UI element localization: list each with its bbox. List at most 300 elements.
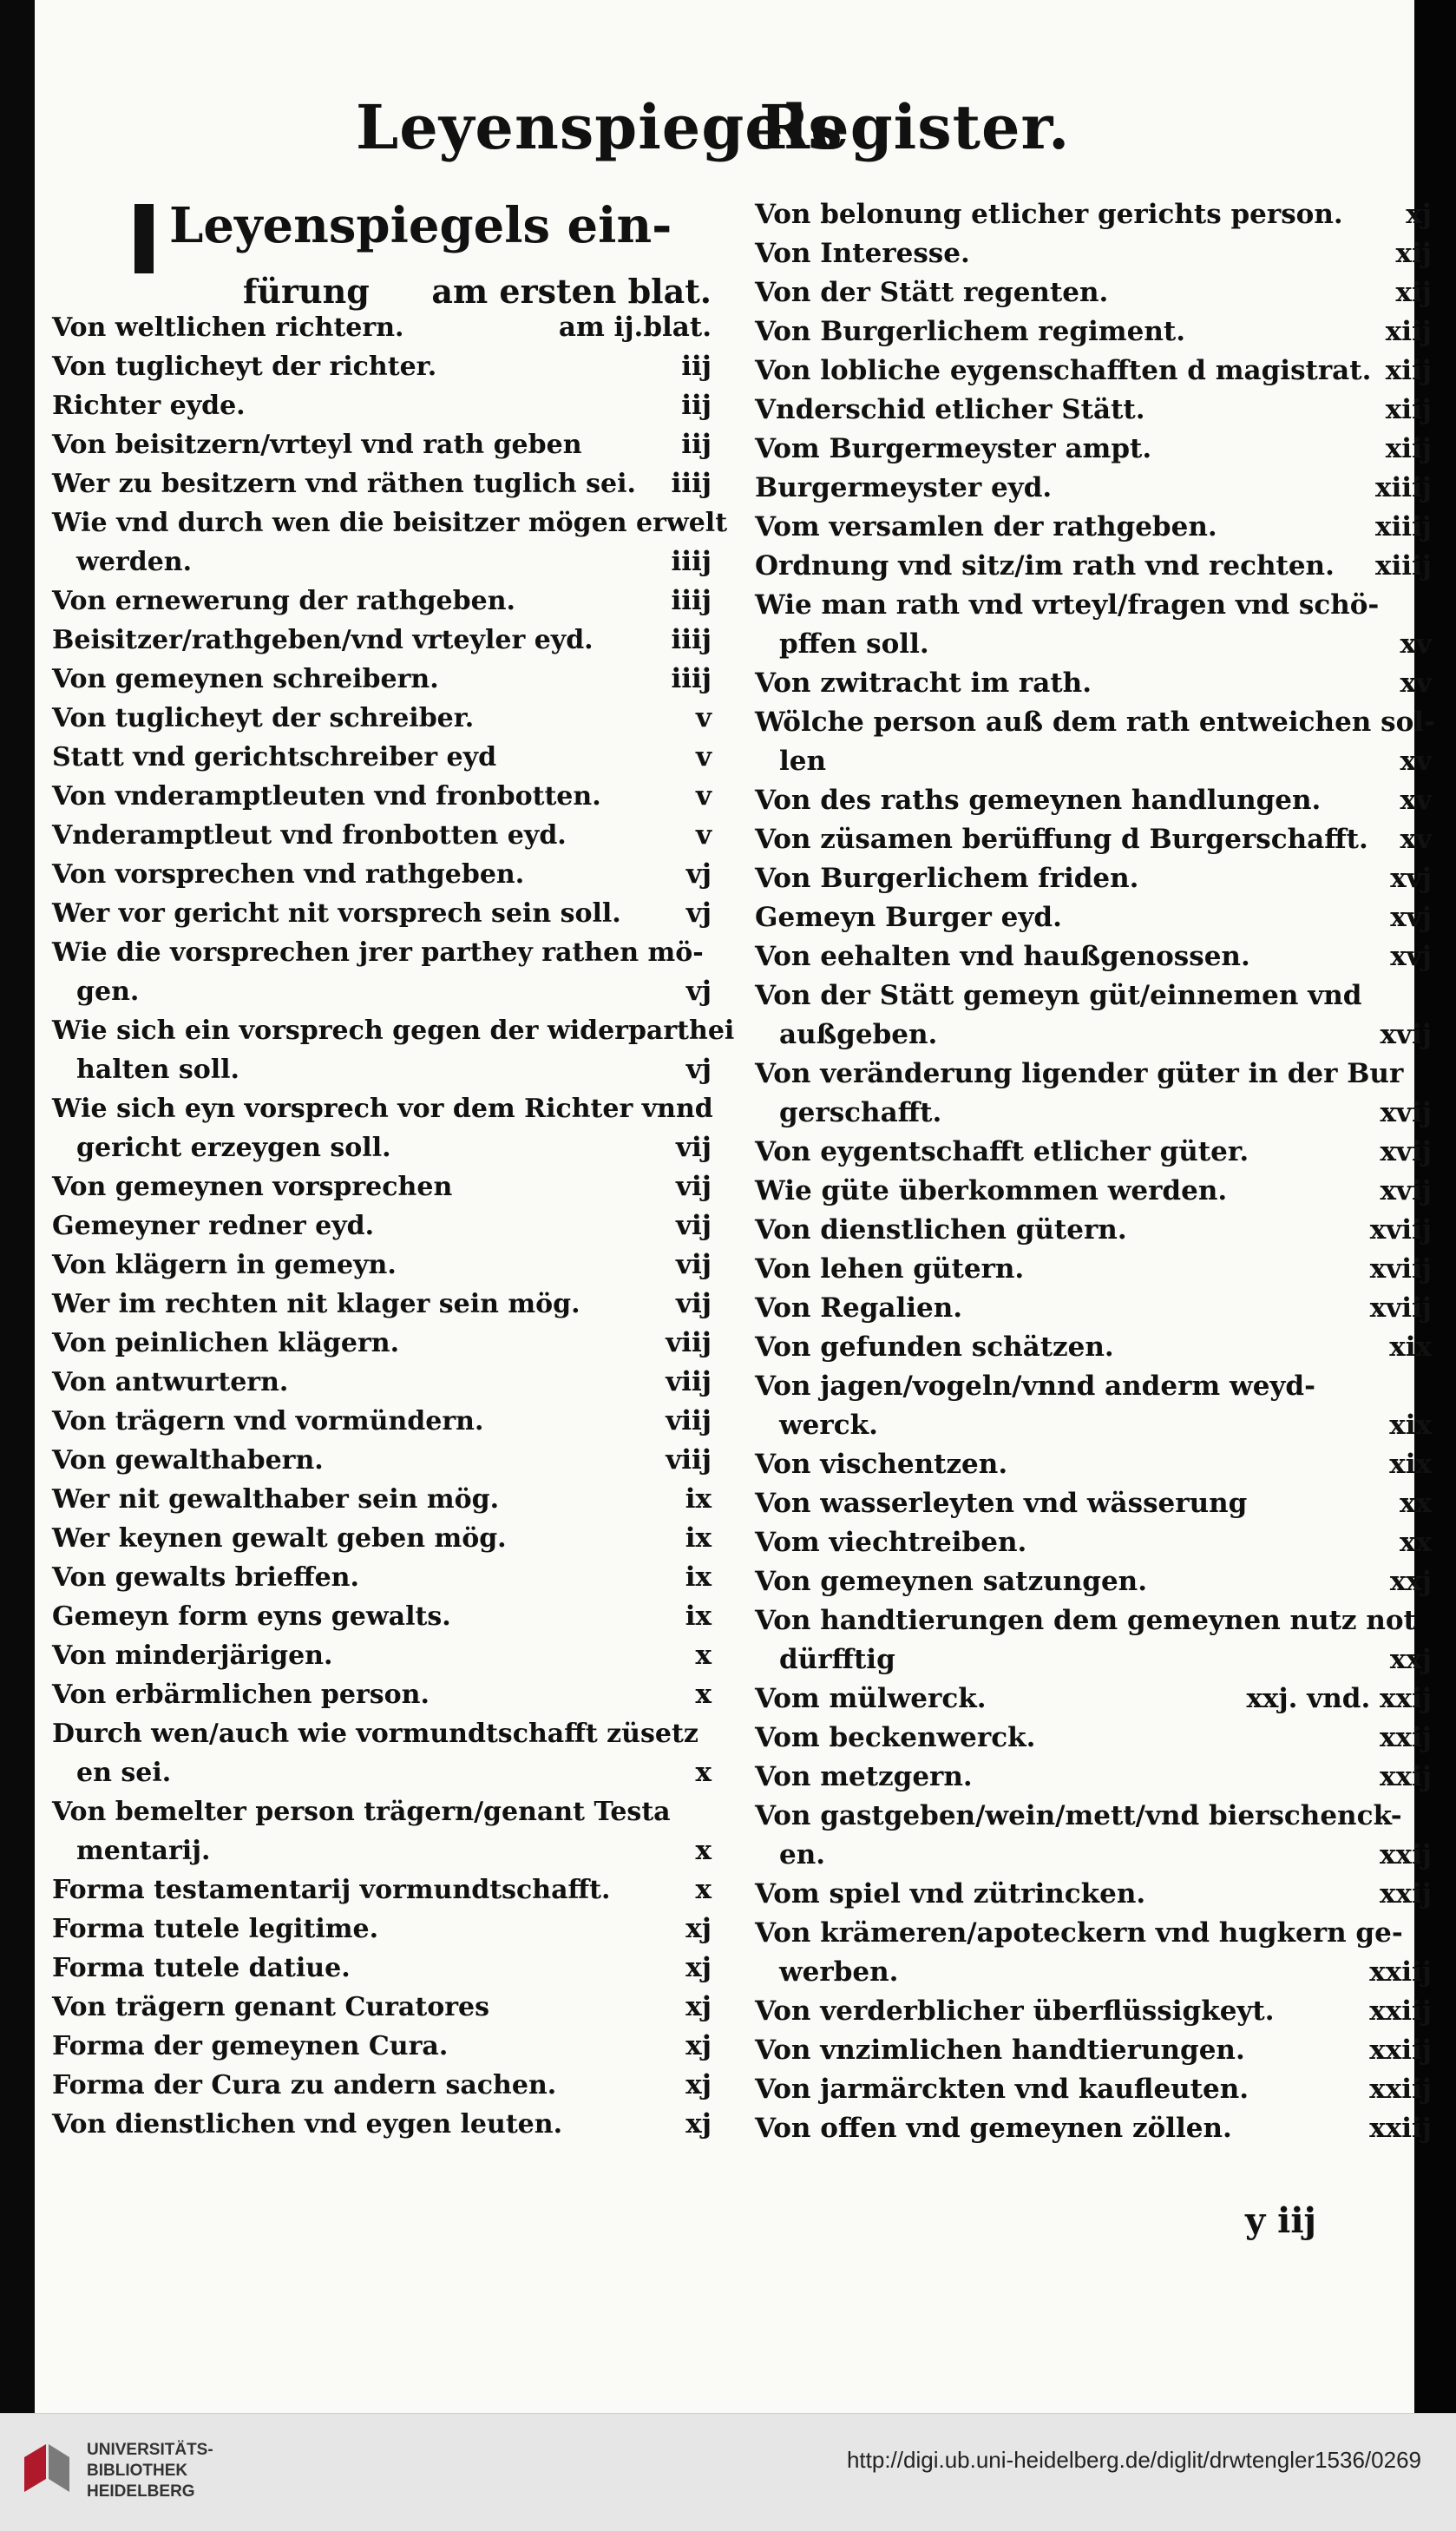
entry-title: en sei.	[76, 1758, 172, 1788]
entry-title: außgeben.	[779, 1019, 938, 1050]
entry-title: Von wasserleyten vnd wässerung	[755, 1488, 1248, 1519]
entry-page-ref: v	[695, 819, 712, 851]
entry-page-ref: x	[695, 1640, 712, 1671]
register-entry	[755, 234, 1432, 273]
register-entry	[52, 1558, 712, 1597]
entry-title: Von vischentzen.	[755, 1449, 1008, 1480]
register-entry	[755, 820, 1432, 859]
entry-title: Von Regalien.	[755, 1292, 963, 1324]
entry-title: Vom versamlen der rathgeben.	[755, 511, 1217, 542]
register-entry	[755, 859, 1432, 898]
entry-page-ref: iij	[681, 351, 712, 382]
entry-title: Von Burgerlichem friden.	[755, 863, 1139, 894]
entry-page-ref: xiiij	[1374, 472, 1432, 503]
entry-title: Von gemeynen satzungen.	[755, 1566, 1148, 1597]
entry-page-ref: xvij	[1380, 1175, 1432, 1206]
register-entry	[52, 1206, 712, 1246]
entry-page-ref: xxj	[1389, 1644, 1432, 1675]
register-entry	[755, 273, 1432, 312]
entry-page-ref: xj	[685, 1913, 712, 1944]
viewer-footer	[0, 2413, 1456, 2531]
register-entry	[52, 1402, 712, 1441]
entry-title: Forma tutele legitime.	[52, 1914, 379, 1944]
entry-title: Wie sich eyn vorsprech vor dem Richter vnnd	[52, 1094, 713, 1124]
register-entry	[755, 1484, 1432, 1523]
register-entry	[755, 664, 1432, 703]
entry-page-ref: iiij	[671, 585, 712, 616]
logo-line: HEIDELBERG	[87, 2482, 195, 2501]
entry-title: Von trägern vnd vormündern.	[52, 1406, 484, 1436]
entry-page-ref: xiij	[1385, 433, 1432, 464]
register-entry	[52, 464, 712, 503]
entry-page-ref: xxj. vnd. xxij	[1246, 1683, 1432, 1714]
entry-title: Beisitzer/rathgeben/vnd vrteyler eyd.	[52, 625, 594, 655]
entry-title: Von eehalten vnd haußgenossen.	[755, 941, 1250, 972]
entry-title: Von jagen/vogeln/vnnd anderm weyd-	[755, 1371, 1315, 1402]
register-entry	[52, 1636, 712, 1675]
entry-title: Von verderblicher überflüssigkeyt.	[755, 1995, 1275, 2027]
entry-page-ref: xvj	[1390, 902, 1432, 933]
scanned-page	[35, 0, 1435, 2413]
entry-title: Von gefunden schätzen.	[755, 1331, 1114, 1363]
register-entry	[52, 1910, 712, 1949]
entry-title: Burgermeyster eyd.	[755, 472, 1053, 503]
register-entry	[755, 1680, 1432, 1719]
register-entry	[52, 1324, 712, 1363]
register-entry	[52, 1089, 712, 1128]
entry-title: Von ernewerung der rathgeben.	[52, 586, 515, 616]
register-entry	[755, 2070, 1432, 2109]
register-entry	[755, 2109, 1432, 2148]
entry-page-ref: xix	[1389, 1410, 1432, 1441]
entry-page-ref: xvij	[1380, 1136, 1432, 1167]
intro-page-ref: am ersten blat.	[431, 272, 712, 311]
register-entry	[52, 1246, 712, 1285]
register-entry	[755, 1523, 1432, 1562]
entry-page-ref: xxj	[1389, 1566, 1432, 1597]
entry-title: Von der Stätt gemeyn güt/einnemen vnd	[755, 980, 1362, 1011]
register-entry	[755, 352, 1432, 391]
register-entry	[755, 1914, 1432, 1953]
register-entry	[755, 1640, 1432, 1680]
logo-shape-left	[24, 2444, 46, 2492]
register-entry	[52, 933, 712, 972]
entry-page-ref: vij	[675, 1249, 712, 1280]
library-logo-icon	[16, 2440, 76, 2501]
register-entry	[52, 1949, 712, 1988]
register-entry	[52, 816, 712, 855]
entry-title: werck.	[779, 1410, 878, 1441]
entry-title: Forma tutele datiue.	[52, 1953, 351, 1983]
register-entry	[52, 2027, 712, 2066]
entry-page-ref: xviij	[1369, 1253, 1432, 1285]
entry-page-ref: viij	[666, 1327, 712, 1358]
entry-title: Wie vnd durch wen die beisitzer mögen erwelt	[52, 508, 728, 538]
entry-title: Wie güte überkommen werden.	[755, 1175, 1228, 1206]
entry-page-ref: iij	[681, 429, 712, 460]
register-entry	[52, 1480, 712, 1519]
entry-page-ref: xv	[1400, 824, 1432, 855]
entry-page-ref: xiiij	[1374, 511, 1432, 542]
register-entry	[755, 2031, 1432, 2070]
entry-title: Wer keynen gewalt geben mög.	[52, 1523, 507, 1554]
intro-title: Leyenspiegels ein-	[169, 197, 672, 254]
entry-title: Von eygentschafft etlicher güter.	[755, 1136, 1249, 1167]
entry-title: Von der Stätt regenten.	[755, 277, 1109, 308]
entry-page-ref: iiij	[671, 663, 712, 694]
entry-page-ref: vij	[675, 1210, 712, 1241]
entry-title: halten soll.	[76, 1055, 239, 1085]
entry-title: Von Burgerlichem regiment.	[755, 316, 1185, 347]
entry-title: Gemeyn form eyns gewalts.	[52, 1601, 451, 1632]
register-entry	[755, 508, 1432, 547]
entry-title: Von lobliche eygenschafften d magistrat.	[755, 355, 1372, 386]
register-column-right	[755, 195, 1435, 2148]
entry-page-ref: xiiij	[1374, 550, 1432, 582]
register-entry	[755, 1445, 1432, 1484]
entry-page-ref: xv	[1400, 628, 1432, 660]
entry-page-ref: x	[695, 1835, 712, 1866]
running-head-right: Register.	[759, 91, 1071, 163]
register-entry	[755, 1992, 1432, 2031]
entry-title: Vom spiel vnd zütrincken.	[755, 1878, 1146, 1910]
entry-page-ref: xxij	[1380, 1761, 1432, 1792]
register-entry	[755, 1562, 1432, 1601]
register-entry	[755, 1289, 1432, 1328]
register-entry	[52, 1988, 712, 2027]
register-entry	[52, 1714, 712, 1753]
register-column-left	[52, 195, 735, 2144]
entry-title: Statt vnd gerichtschreiber eyd	[52, 742, 497, 772]
entry-title: gen.	[76, 976, 140, 1007]
entry-title: Vom mülwerck.	[755, 1683, 987, 1714]
register-entry	[755, 391, 1432, 430]
entry-title: Wer im rechten nit klager sein mög.	[52, 1289, 580, 1319]
entry-page-ref: xvj	[1390, 941, 1432, 972]
register-entry	[755, 1875, 1432, 1914]
register-entry	[755, 742, 1432, 781]
entry-title: Durch wen/auch wie vormundtschafft züsetz	[52, 1719, 698, 1749]
register-entry	[755, 586, 1432, 625]
entry-page-ref: ix	[685, 1483, 712, 1515]
register-entry	[52, 1753, 712, 1792]
register-entry	[755, 781, 1432, 820]
entry-page-ref: xxij	[1380, 1839, 1432, 1870]
entry-title: Wer nit gewalthaber sein mög.	[52, 1484, 500, 1515]
entry-title: Von zwitracht im rath.	[755, 667, 1092, 699]
entry-title: len	[779, 746, 827, 777]
entry-page-ref: x	[695, 1679, 712, 1710]
entry-title: Forma der gemeynen Cura.	[52, 2031, 449, 2061]
entry-title: Von gemeynen schreibern.	[52, 664, 439, 694]
entry-title: Von beisitzern/vrteyl vnd rath geben	[52, 430, 582, 460]
entry-page-ref: viij	[666, 1405, 712, 1436]
logo-line: UNIVERSITÄTS-	[87, 2441, 213, 2459]
entry-page-ref: xj	[685, 2069, 712, 2100]
entry-title: Von gewalts brieffen.	[52, 1562, 359, 1593]
entry-title: werben.	[779, 1956, 899, 1988]
entry-page-ref: vj	[685, 897, 712, 929]
register-entry	[755, 1250, 1432, 1289]
register-entry	[52, 1167, 712, 1206]
signature-mark: y iij	[1245, 2200, 1317, 2241]
entry-page-ref: xj	[685, 2030, 712, 2061]
entry-page-ref: vij	[675, 1288, 712, 1319]
register-entry	[52, 347, 712, 386]
logo-line: BIBLIOTHEK	[87, 2462, 188, 2480]
entry-title: Von vnderamptleuten vnd fronbotten.	[52, 781, 601, 812]
entry-page-ref: xvij	[1380, 1019, 1432, 1050]
entry-page-ref: v	[695, 780, 712, 812]
register-entry	[52, 699, 712, 738]
entry-page-ref: vj	[685, 858, 712, 890]
register-entry	[755, 547, 1432, 586]
entry-page-ref: xvj	[1390, 863, 1432, 894]
register-entry	[755, 312, 1432, 352]
entry-title: Vom Burgermeyster ampt.	[755, 433, 1152, 464]
entry-page-ref: xj	[685, 1991, 712, 2022]
entry-title: Von gewalthabern.	[52, 1445, 324, 1476]
register-entry	[52, 1011, 735, 1050]
register-entry	[52, 1792, 712, 1831]
entry-page-ref: iij	[681, 390, 712, 421]
entry-page-ref: viij	[666, 1444, 712, 1476]
register-entry	[52, 386, 712, 425]
entry-page-ref: iiij	[671, 468, 712, 499]
entry-title: Von des raths gemeynen handlungen.	[755, 785, 1322, 816]
entry-page-ref: vj	[685, 976, 712, 1007]
entry-page-ref: xxiij	[1369, 2035, 1432, 2066]
register-entry	[755, 1211, 1432, 1250]
register-entry	[52, 855, 712, 894]
register-entry	[755, 430, 1432, 469]
entry-page-ref: v	[695, 702, 712, 733]
register-entry	[52, 894, 712, 933]
entry-page-ref: xxij	[1380, 1878, 1432, 1910]
entry-title: Vnderschid etlicher Stätt.	[755, 394, 1145, 425]
entry-title: Von peinlichen klägern.	[52, 1328, 400, 1358]
register-entry	[52, 582, 712, 621]
register-entry	[755, 1836, 1432, 1875]
entry-title: Richter eyde.	[52, 391, 246, 421]
register-entry	[755, 1016, 1432, 1055]
entry-title: Von Interesse.	[755, 238, 970, 269]
entry-title: Von lehen gütern.	[755, 1253, 1025, 1285]
entry-title: Von antwurtern.	[52, 1367, 289, 1397]
entry-page-ref: xj	[1406, 199, 1432, 230]
entry-page-ref: ix	[685, 1522, 712, 1554]
entry-title: Von weltlichen richtern.	[52, 312, 404, 343]
permalink-url[interactable]: http://digi.ub.uni-heidelberg.de/diglit/drwtengler1536/0269	[846, 2447, 1421, 2473]
entry-page-ref: xxij	[1380, 1722, 1432, 1753]
entry-title: Von gastgeben/wein/mett/vnd bierschenck-	[755, 1800, 1402, 1831]
entry-page-ref: xvij	[1380, 1097, 1432, 1128]
register-entry	[755, 1367, 1432, 1406]
register-entry	[52, 1128, 712, 1167]
register-entry	[52, 542, 712, 582]
register-entry	[755, 1406, 1432, 1445]
logo-shape-right	[49, 2444, 69, 2492]
register-entry	[755, 1601, 1432, 1640]
entry-page-ref: xv	[1400, 785, 1432, 816]
entry-page-ref: xiij	[1385, 316, 1432, 347]
entry-page-ref: xxiij	[1369, 2074, 1432, 2105]
entry-page-ref: xij	[1395, 277, 1432, 308]
entry-page-ref: iiij	[671, 624, 712, 655]
entry-title: Vnderamptleut vnd fronbotten eyd.	[52, 820, 567, 851]
entry-page-ref: am ij.blat.	[558, 312, 712, 343]
register-entry	[52, 1831, 712, 1870]
entry-title: Von handtierungen dem gemeynen nutz not	[755, 1605, 1416, 1636]
entry-page-ref: vij	[675, 1171, 712, 1202]
entry-page-ref: xx	[1400, 1527, 1432, 1558]
entry-title: Vom beckenwerck.	[755, 1722, 1036, 1753]
entry-title: Von bemelter person trägern/genant Testa	[52, 1797, 671, 1827]
entry-title: Von belonung etlicher gerichts person.	[755, 199, 1343, 230]
entry-page-ref: ix	[685, 1561, 712, 1593]
library-logo-text	[87, 2440, 213, 2502]
entry-title: Von dienstlichen vnd eygen leuten.	[52, 2109, 563, 2140]
entry-title: Von vorsprechen vnd rathgeben.	[52, 859, 525, 890]
entry-title: Von vnzimlichen handtierungen.	[755, 2035, 1245, 2066]
register-entry	[52, 2066, 712, 2105]
entry-page-ref: xv	[1400, 746, 1432, 777]
entry-title: Von tuglicheyt der schreiber.	[52, 703, 475, 733]
register-entry	[52, 1050, 712, 1089]
register-entry	[52, 2105, 712, 2144]
entry-title: en.	[779, 1839, 826, 1870]
entry-title: Wie sich ein vorsprech gegen der widerparthei	[52, 1016, 735, 1046]
entry-title: Ordnung vnd sitz/im rath vnd rechten.	[755, 550, 1335, 582]
entry-title: Von jarmärckten vnd kaufleuten.	[755, 2074, 1249, 2105]
entry-title: Von metzgern.	[755, 1761, 973, 1792]
entry-title: mentarij.	[76, 1836, 211, 1866]
register-entry	[52, 777, 712, 816]
entry-title: Von erbärmlichen person.	[52, 1680, 430, 1710]
entry-title: Forma der Cura zu andern sachen.	[52, 2070, 557, 2100]
entry-page-ref: iiij	[671, 546, 712, 577]
register-entry	[52, 621, 712, 660]
running-head-left: Leyenspiegels	[356, 91, 843, 163]
register-entry	[52, 425, 712, 464]
register-entry	[52, 1870, 712, 1910]
entry-page-ref: ix	[685, 1601, 712, 1632]
entry-title: Von tuglicheyt der richter.	[52, 352, 437, 382]
entry-title: dürfftig	[779, 1644, 895, 1675]
entry-title: pffen soll.	[779, 628, 929, 660]
entry-page-ref: x	[695, 1874, 712, 1905]
entry-page-ref: xviij	[1369, 1214, 1432, 1246]
register-entry	[755, 195, 1432, 234]
register-entry	[52, 308, 712, 347]
entry-title: Wer vor gericht nit vorsprech sein soll.	[52, 898, 621, 929]
register-intro	[52, 195, 712, 311]
entry-page-ref: xj	[685, 2108, 712, 2140]
register-entry	[52, 1519, 712, 1558]
entry-page-ref: xij	[1395, 238, 1432, 269]
register-entry	[755, 1758, 1432, 1797]
entry-title: Von minderjärigen.	[52, 1640, 333, 1671]
register-entry	[755, 1133, 1432, 1172]
entry-title: Von gemeynen vorsprechen	[52, 1172, 453, 1202]
register-entry	[52, 1285, 712, 1324]
register-entry	[755, 1094, 1432, 1133]
register-list-right	[755, 195, 1435, 2148]
entry-page-ref: xix	[1389, 1449, 1432, 1480]
register-entry	[52, 503, 728, 542]
register-entry	[52, 1675, 712, 1714]
register-entry	[52, 1363, 712, 1402]
entry-page-ref: xix	[1389, 1331, 1432, 1363]
page-spine-shadow	[0, 0, 35, 2413]
entry-title: Wie die vorsprechen jrer parthey rathen mö-	[52, 937, 704, 968]
entry-title: Von offen vnd gemeynen zöllen.	[755, 2113, 1232, 2144]
entry-page-ref: vij	[675, 1132, 712, 1163]
register-entry	[755, 1953, 1432, 1992]
entry-title: Von züsamen berüffung d Burgerschafft.	[755, 824, 1368, 855]
entry-page-ref: vj	[685, 1054, 712, 1085]
register-entry	[755, 469, 1432, 508]
register-entry	[755, 703, 1435, 742]
entry-title: Wölche person auß dem rath entweichen sol-	[755, 707, 1435, 738]
entry-page-ref: xv	[1400, 667, 1432, 699]
intro-title-cont: fürung	[243, 272, 370, 311]
register-entry	[755, 1719, 1432, 1758]
register-entry	[755, 937, 1432, 976]
entry-title: Vom viechtreiben.	[755, 1527, 1027, 1558]
register-list-left	[52, 308, 735, 2144]
register-entry	[755, 1797, 1432, 1836]
entry-title: Von veränderung ligender güter in der Bur	[755, 1058, 1404, 1089]
entry-title: Gemeyner redner eyd.	[52, 1211, 375, 1241]
register-entry	[52, 1597, 712, 1636]
entry-page-ref: xxiij	[1369, 2113, 1432, 2144]
entry-title: Von krämeren/apoteckern vnd hugkern ge-	[755, 1917, 1403, 1949]
register-entry	[755, 625, 1432, 664]
entry-title: Von trägern genant Curatores	[52, 1992, 490, 2022]
register-entry	[52, 660, 712, 699]
register-entry	[755, 976, 1432, 1016]
entry-page-ref: xj	[685, 1952, 712, 1983]
register-entry	[755, 1328, 1432, 1367]
entry-page-ref: x	[695, 1757, 712, 1788]
entry-title: gerschafft.	[779, 1097, 942, 1128]
entry-page-ref: xxiij	[1369, 1956, 1432, 1988]
register-entry	[755, 1055, 1432, 1094]
entry-title: gericht erzeygen soll.	[76, 1133, 391, 1163]
entry-page-ref: v	[695, 741, 712, 772]
entry-title: werden.	[76, 547, 193, 577]
entry-page-ref: xiij	[1385, 394, 1432, 425]
entry-title: Gemeyn Burger eyd.	[755, 902, 1062, 933]
entry-page-ref: viij	[666, 1366, 712, 1397]
entry-title: Wie man rath vnd vrteyl/fragen vnd schö-	[755, 589, 1380, 621]
register-entry	[755, 898, 1432, 937]
register-entry	[755, 1172, 1432, 1211]
entry-title: Wer zu besitzern vnd räthen tuglich sei.	[52, 469, 636, 499]
entry-page-ref: xiij	[1385, 355, 1432, 386]
entry-page-ref: xxiij	[1369, 1995, 1432, 2027]
entry-page-ref: xx	[1400, 1488, 1432, 1519]
register-entry	[52, 972, 712, 1011]
entry-title: Forma testamentarij vormundtschafft.	[52, 1875, 611, 1905]
entry-title: Von klägern in gemeyn.	[52, 1250, 397, 1280]
paragraph-mark-icon	[134, 204, 154, 273]
entry-title: Von dienstlichen gütern.	[755, 1214, 1127, 1246]
register-entry	[52, 738, 712, 777]
entry-page-ref: xviij	[1369, 1292, 1432, 1324]
register-entry	[52, 1441, 712, 1480]
